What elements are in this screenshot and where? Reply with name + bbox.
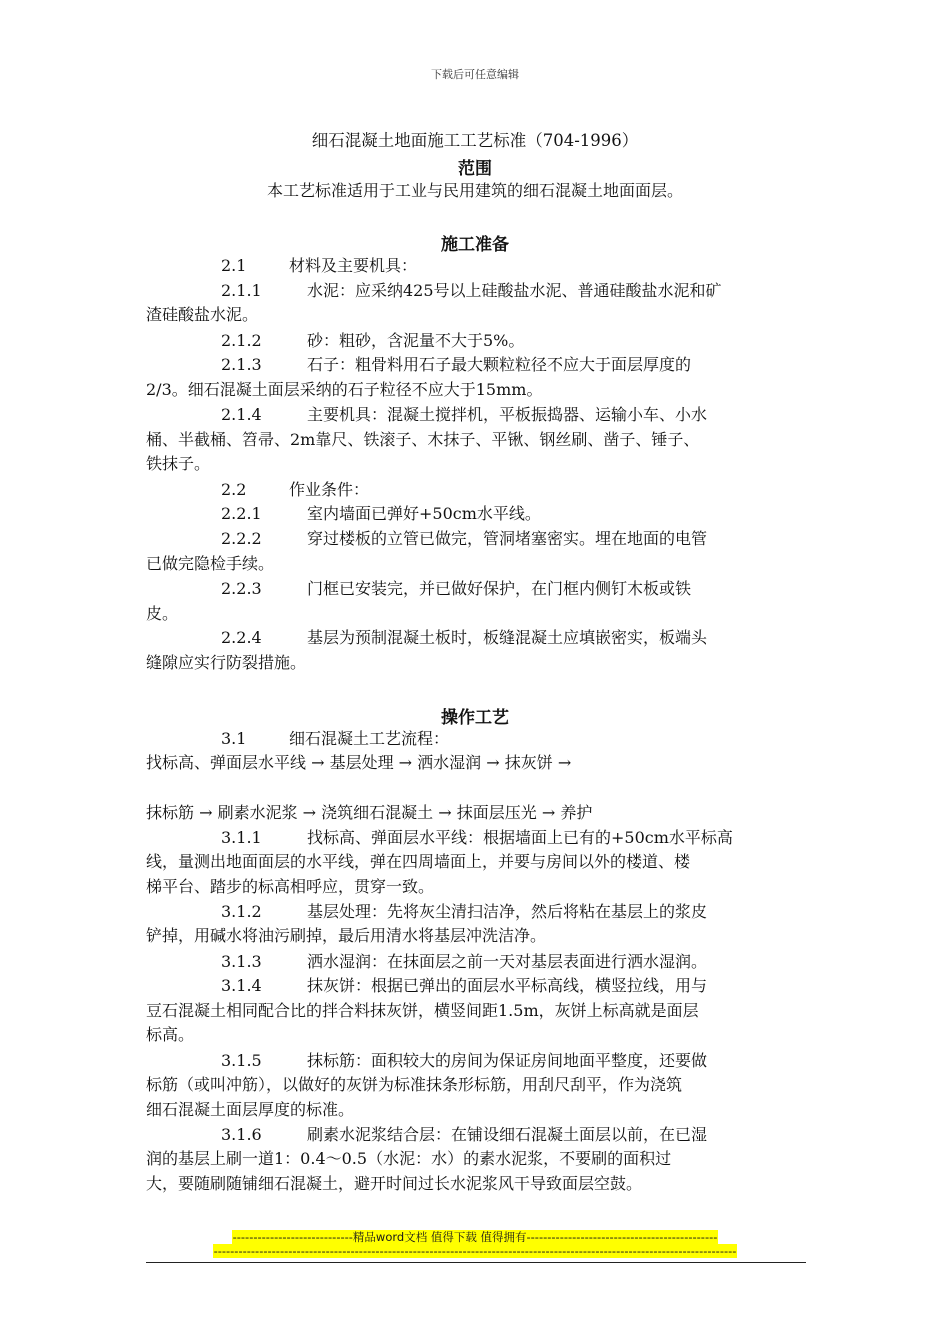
paragraph-line: 缝隙应实行防裂措施。: [146, 653, 307, 672]
clause-number: 3.1.1: [221, 828, 262, 847]
clause-number: 2.2.1: [221, 504, 262, 523]
clause-text: 材料及主要机具：: [289, 256, 418, 275]
footer-rule: [146, 1262, 806, 1263]
process-flow-line: 找标高、弹面层水平线 → 基层处理 → 洒水湿润 → 抹灰饼 →: [146, 753, 572, 772]
section-heading-scope: 范围: [458, 159, 492, 179]
paragraph-line: 桶、半截桶、笤帚、2m靠尺、铁滚子、木抹子、平锹、钢丝刷、凿子、锤子、: [146, 430, 700, 449]
clause-text: 作业条件：: [289, 480, 370, 499]
paragraph-line: [221, 479, 369, 501]
clause-text: 室内墙面已弹好+50cm水平线。: [307, 504, 541, 523]
paragraph-line: 梯平台、踏步的标高相呼应，贯穿一致。: [146, 877, 435, 896]
paragraph-line: 标高。: [146, 1025, 195, 1044]
clause-number: 2.2: [221, 480, 247, 499]
paragraph-line: 标筋（或叫冲筋），以做好的灰饼为标准抹条形标筋，用刮尺刮平，作为浇筑: [146, 1075, 683, 1094]
paragraph-line: [221, 1050, 707, 1072]
paragraph-line: 铁抹子。: [146, 454, 211, 473]
paragraph-line: [221, 255, 417, 277]
clause-number: 2.1: [221, 256, 247, 275]
clause-number: 3.1.4: [221, 976, 262, 995]
paragraph-line: 皮。: [146, 604, 179, 623]
paragraph-line: [221, 330, 524, 352]
paragraph-line: 豆石混凝土相同配合比的拌合料抹灰饼，横竖间距1.5m，灰饼上标高就是面层: [146, 1001, 699, 1020]
clause-text: 基层处理：先将灰尘清扫洁净，然后将粘在基层上的浆皮: [307, 902, 708, 921]
clause-number: 2.1.4: [221, 405, 262, 424]
clause-text: 刷素水泥浆结合层：在铺设细石混凝土面层以前，在已湿: [307, 1125, 708, 1144]
clause-number: 3.1.5: [221, 1051, 262, 1070]
clause-text: 细石混凝土工艺流程：: [289, 729, 450, 748]
paragraph-line: [221, 354, 691, 376]
document-title: 细石混凝土地面施工工艺标准（704-1996）: [311, 131, 639, 150]
paragraph-line: 线，量测出地面面层的水平线，弹在四周墙面上，并要与房间以外的楼道、楼: [146, 852, 691, 871]
footer-dashes: [0, 1244, 950, 1258]
section-heading-operation: 操作工艺: [441, 708, 509, 728]
paragraph-line: [221, 1124, 707, 1146]
clause-number: 2.1.2: [221, 331, 262, 350]
clause-text: 石子：粗骨料用石子最大颗粒粒径不应大于面层厚度的: [307, 355, 692, 374]
paragraph-line: [221, 578, 691, 600]
paragraph-line: [221, 528, 707, 550]
clause-text: 洒水湿润：在抹面层之前一天对基层表面进行洒水湿润。: [307, 952, 708, 971]
paragraph-line: [221, 503, 541, 525]
paragraph-line: [221, 951, 707, 973]
clause-text: 抹灰饼：根据已弹出的面层水平标高线，横竖拉线，用与: [307, 976, 708, 995]
paragraph-line: 润的基层上刷一道1：0.4～0.5（水泥：水）的素水泥浆，不要刷的面积过: [146, 1149, 672, 1168]
paragraph-line: [221, 280, 722, 302]
section-heading-preparation: 施工准备: [441, 235, 509, 255]
paragraph-line: 2/3。细石混凝土面层采纳的石子粒径不应大于15mm。: [146, 380, 543, 399]
clause-text: 门框已安装完，并已做好保护，在门框内侧钉木板或铁: [307, 579, 692, 598]
clause-number: 2.1.3: [221, 355, 262, 374]
clause-text: 找标高、弹面层水平线：根据墙面上已有的+50cm水平标高: [307, 828, 733, 847]
clause-number: 3.1.6: [221, 1125, 262, 1144]
paragraph-line: [221, 975, 707, 997]
paragraph-line: [221, 404, 707, 426]
clause-number: 2.1.1: [221, 281, 262, 300]
paragraph-line: [221, 827, 733, 849]
footer-dashes-text: ------------------------------------------------------------------------------------------------------------------------------: [213, 1244, 737, 1258]
paragraph-line: [221, 901, 707, 923]
scope-text: 本工艺标准适用于工业与民用建筑的细石混凝土地面面层。: [266, 181, 683, 200]
footer-banner: [0, 1229, 950, 1245]
clause-text: 抹标筋：面积较大的房间为保证房间地面平整度，还要做: [307, 1051, 708, 1070]
clause-number: 2.2.3: [221, 579, 262, 598]
clause-number: 2.2.4: [221, 628, 262, 647]
paragraph-line: 大，要随刷随铺细石混凝土，避开时间过长水泥浆风干导致面层空鼓。: [146, 1174, 643, 1193]
clause-number: 2.2.2: [221, 529, 262, 548]
clause-number: 3.1.3: [221, 952, 262, 971]
paragraph-line: [221, 728, 449, 750]
process-flow-line: 抹标筋 → 刷素水泥浆 → 浇筑细石混凝土 → 抹面层压光 → 养护: [146, 803, 593, 822]
clause-text: 砂：粗砂，含泥量不大于5%。: [307, 331, 525, 350]
header-note: 下载后可任意编辑: [431, 68, 519, 81]
paragraph-line: 铲掉，用碱水将油污刷掉，最后用清水将基层冲洗洁净。: [146, 926, 547, 945]
clause-text: 基层为预制混凝土板时，板缝混凝土应填嵌密实，板端头: [307, 628, 708, 647]
clause-text: 水泥：应采纳425号以上硅酸盐水泥、普通硅酸盐水泥和矿: [307, 281, 722, 300]
clause-text: 穿过楼板的立管已做完，管洞堵塞密实。埋在地面的电管: [307, 529, 708, 548]
paragraph-line: [221, 627, 707, 649]
clause-number: 3.1: [221, 729, 247, 748]
paragraph-line: 已做完隐检手续。: [146, 554, 275, 573]
paragraph-line: 渣硅酸盐水泥。: [146, 305, 259, 324]
paragraph-line: 细石混凝土面层厚度的标准。: [146, 1100, 355, 1119]
clause-text: 主要机具：混凝土搅拌机，平板振捣器、运输小车、小水: [307, 405, 708, 424]
footer-banner-text: -----------------------------精品word文档 值得下载 值得拥有----------------------------------------------: [232, 1230, 718, 1244]
clause-number: 3.1.2: [221, 902, 262, 921]
